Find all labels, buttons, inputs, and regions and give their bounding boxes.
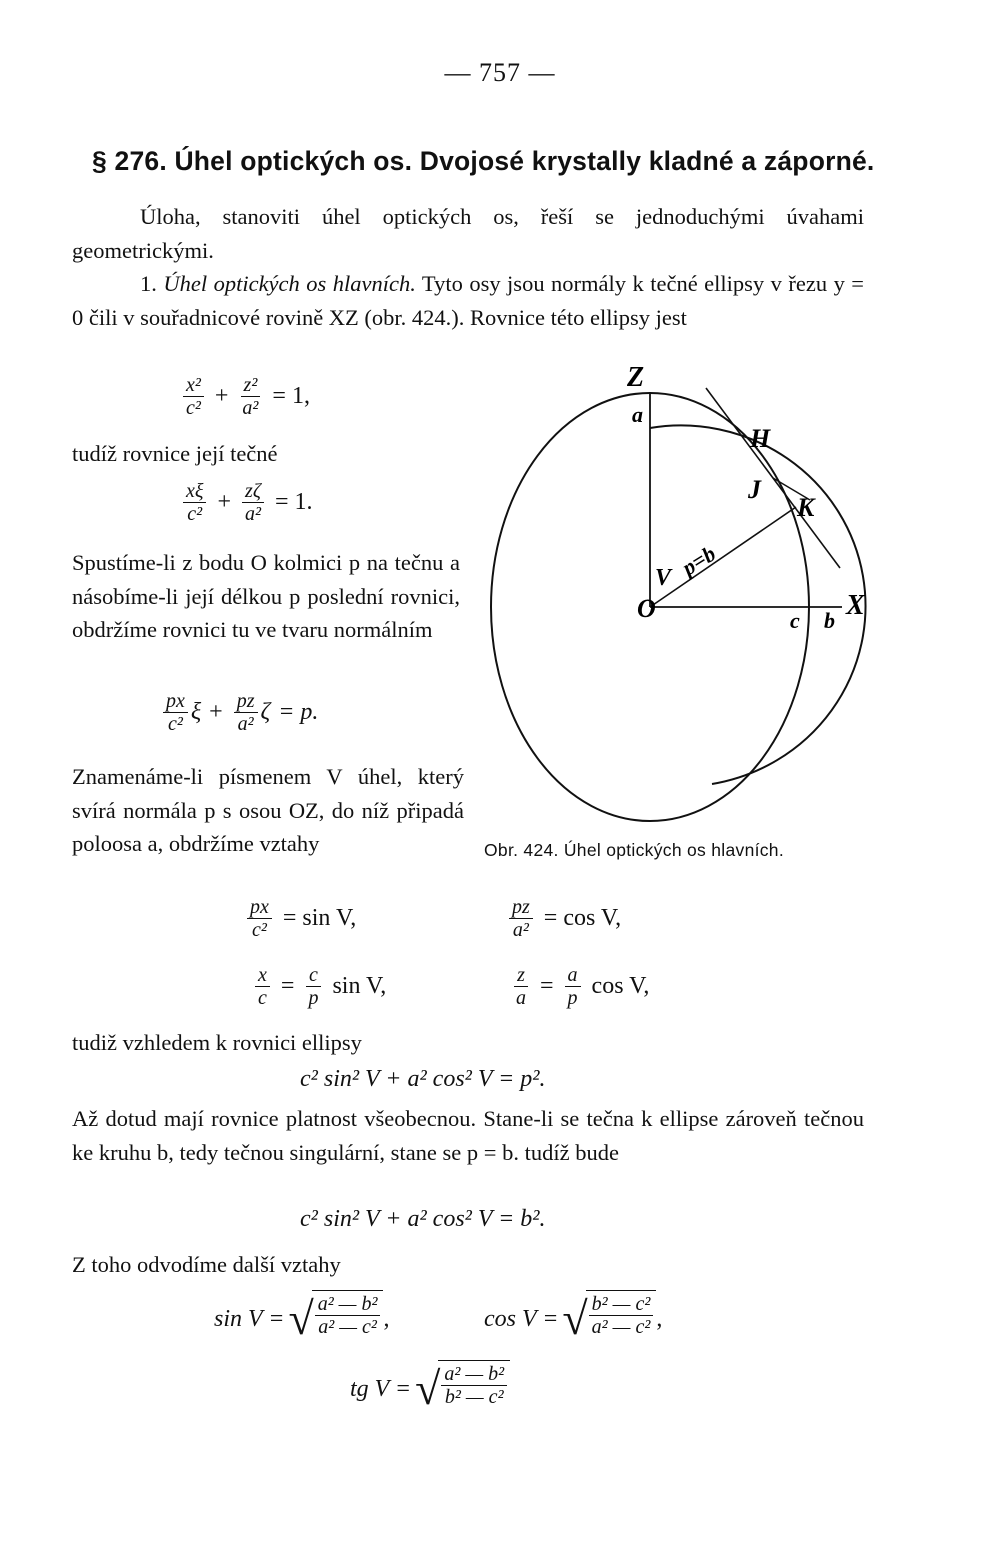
normal-p xyxy=(650,507,796,607)
ellipse-equation: $\frac{\text{x²}}{\text{c²}}$ + $\frac{\text{z²}}{\text{a²}}$ = 1, xyxy=(180,374,318,419)
label-p-equals-b: p=b xyxy=(677,540,720,581)
label-J: J xyxy=(748,475,761,504)
relation-z-over-a: $\frac{z}{a}$ = $\frac{a}{p}$ cos V, xyxy=(516,964,650,1009)
figure-424 xyxy=(470,355,890,835)
label-Z: Z xyxy=(627,362,645,393)
label-H: H xyxy=(750,424,771,453)
label-b: b xyxy=(824,608,835,633)
cos-formula: cos V = √ $\frac{\text{b² — c²}}{\text{a² — c²}}$ , xyxy=(484,1290,662,1348)
label-a: a xyxy=(632,402,643,427)
ellipse-relation: c² sin² V + a² cos² V = p². xyxy=(300,1066,546,1092)
label-O: O xyxy=(637,594,656,623)
general-paragraph: Až dotud mají rovnice platnost všeobecnou. Stane-li se tečna k ellipse zároveň tečnou ke kruhu b, tedy tečnou singulární, stane se p = b. tudíž bude xyxy=(72,1106,864,1165)
ellipse-ref-text: tudiž vzhledem k rovnici ellipsy xyxy=(72,1030,362,1055)
tangent-intro: tudíž rovnice její tečné xyxy=(72,441,278,466)
item-1-title: Úhel optických os hlavních. xyxy=(163,271,416,296)
sin-formula: sin V = √ $\frac{\text{a² — b²}}{\text{a² — c²}}$ , xyxy=(214,1290,389,1348)
fraction: $\frac{\text{z²}}{\text{a²}}$ xyxy=(242,374,259,419)
relation-x-over-c: $\frac{x}{c}$ = $\frac{c}{p}$ sin V, xyxy=(252,964,394,1009)
relation-pz: $\frac{pz}{\text{a²}}$ = cos V, xyxy=(506,896,629,941)
figure-caption: Obr. 424. Úhel optických os hlavních. xyxy=(484,840,785,860)
item-1-label: 1. xyxy=(140,271,157,296)
section-heading: § 276. Úhel optických os. Dvojosé krystally kladné a záporné. xyxy=(92,146,875,176)
relation-px: $\frac{px}{\text{c²}}$ = sin V, xyxy=(244,896,364,941)
fraction: $\frac{\text{x²}}{\text{c²}}$ xyxy=(183,374,204,419)
page-number: — 757 — xyxy=(444,58,556,87)
perpendicular-paragraph: Spustíme-li z bodu O kolmici p na tečnu a násobíme-li její délkou p poslední rovnici, obdržíme rovnici tu ve tvaru normálním xyxy=(72,550,460,642)
singular-relation: c² sin² V + a² cos² V = b². xyxy=(300,1206,546,1232)
item-1 xyxy=(72,267,864,334)
intro-text: Úloha, stanoviti úhel optických os, řeší se jednoduchými úvahami geometrickými. xyxy=(72,204,864,263)
tangent-equation: $\frac{x\xi}{\text{c²}}$ + $\frac{z\zeta}{\text{a²}}$ = 1. xyxy=(180,480,321,525)
label-X: X xyxy=(846,590,865,621)
tg-formula: tg V = √ $\frac{\text{a² — b²}}{\text{b² — c²}}$ xyxy=(350,1360,510,1418)
normal-equation: $\frac{px}{\text{c²}}$ ξ + $\frac{pz}{\text{a²}}$ ζ = p. xyxy=(160,690,326,735)
label-V: V xyxy=(655,565,672,591)
item-1-text: Tyto osy jsou normály k tečné ellipsy v řezu y = 0 čili v souřadnicové rovině XZ (obr. 424.). Rovnice této ellipsy jest xyxy=(72,271,865,330)
further-text: Z toho odvodíme další vztahy xyxy=(72,1252,341,1277)
intro-paragraph xyxy=(72,200,864,334)
angle-paragraph: Znamenáme-li písmenem V úhel, který svírá normála p s osou OZ, do níž připadá poloosa a, obdržíme vztahy xyxy=(72,764,464,856)
label-c: c xyxy=(790,608,800,633)
label-K: K xyxy=(797,493,815,522)
